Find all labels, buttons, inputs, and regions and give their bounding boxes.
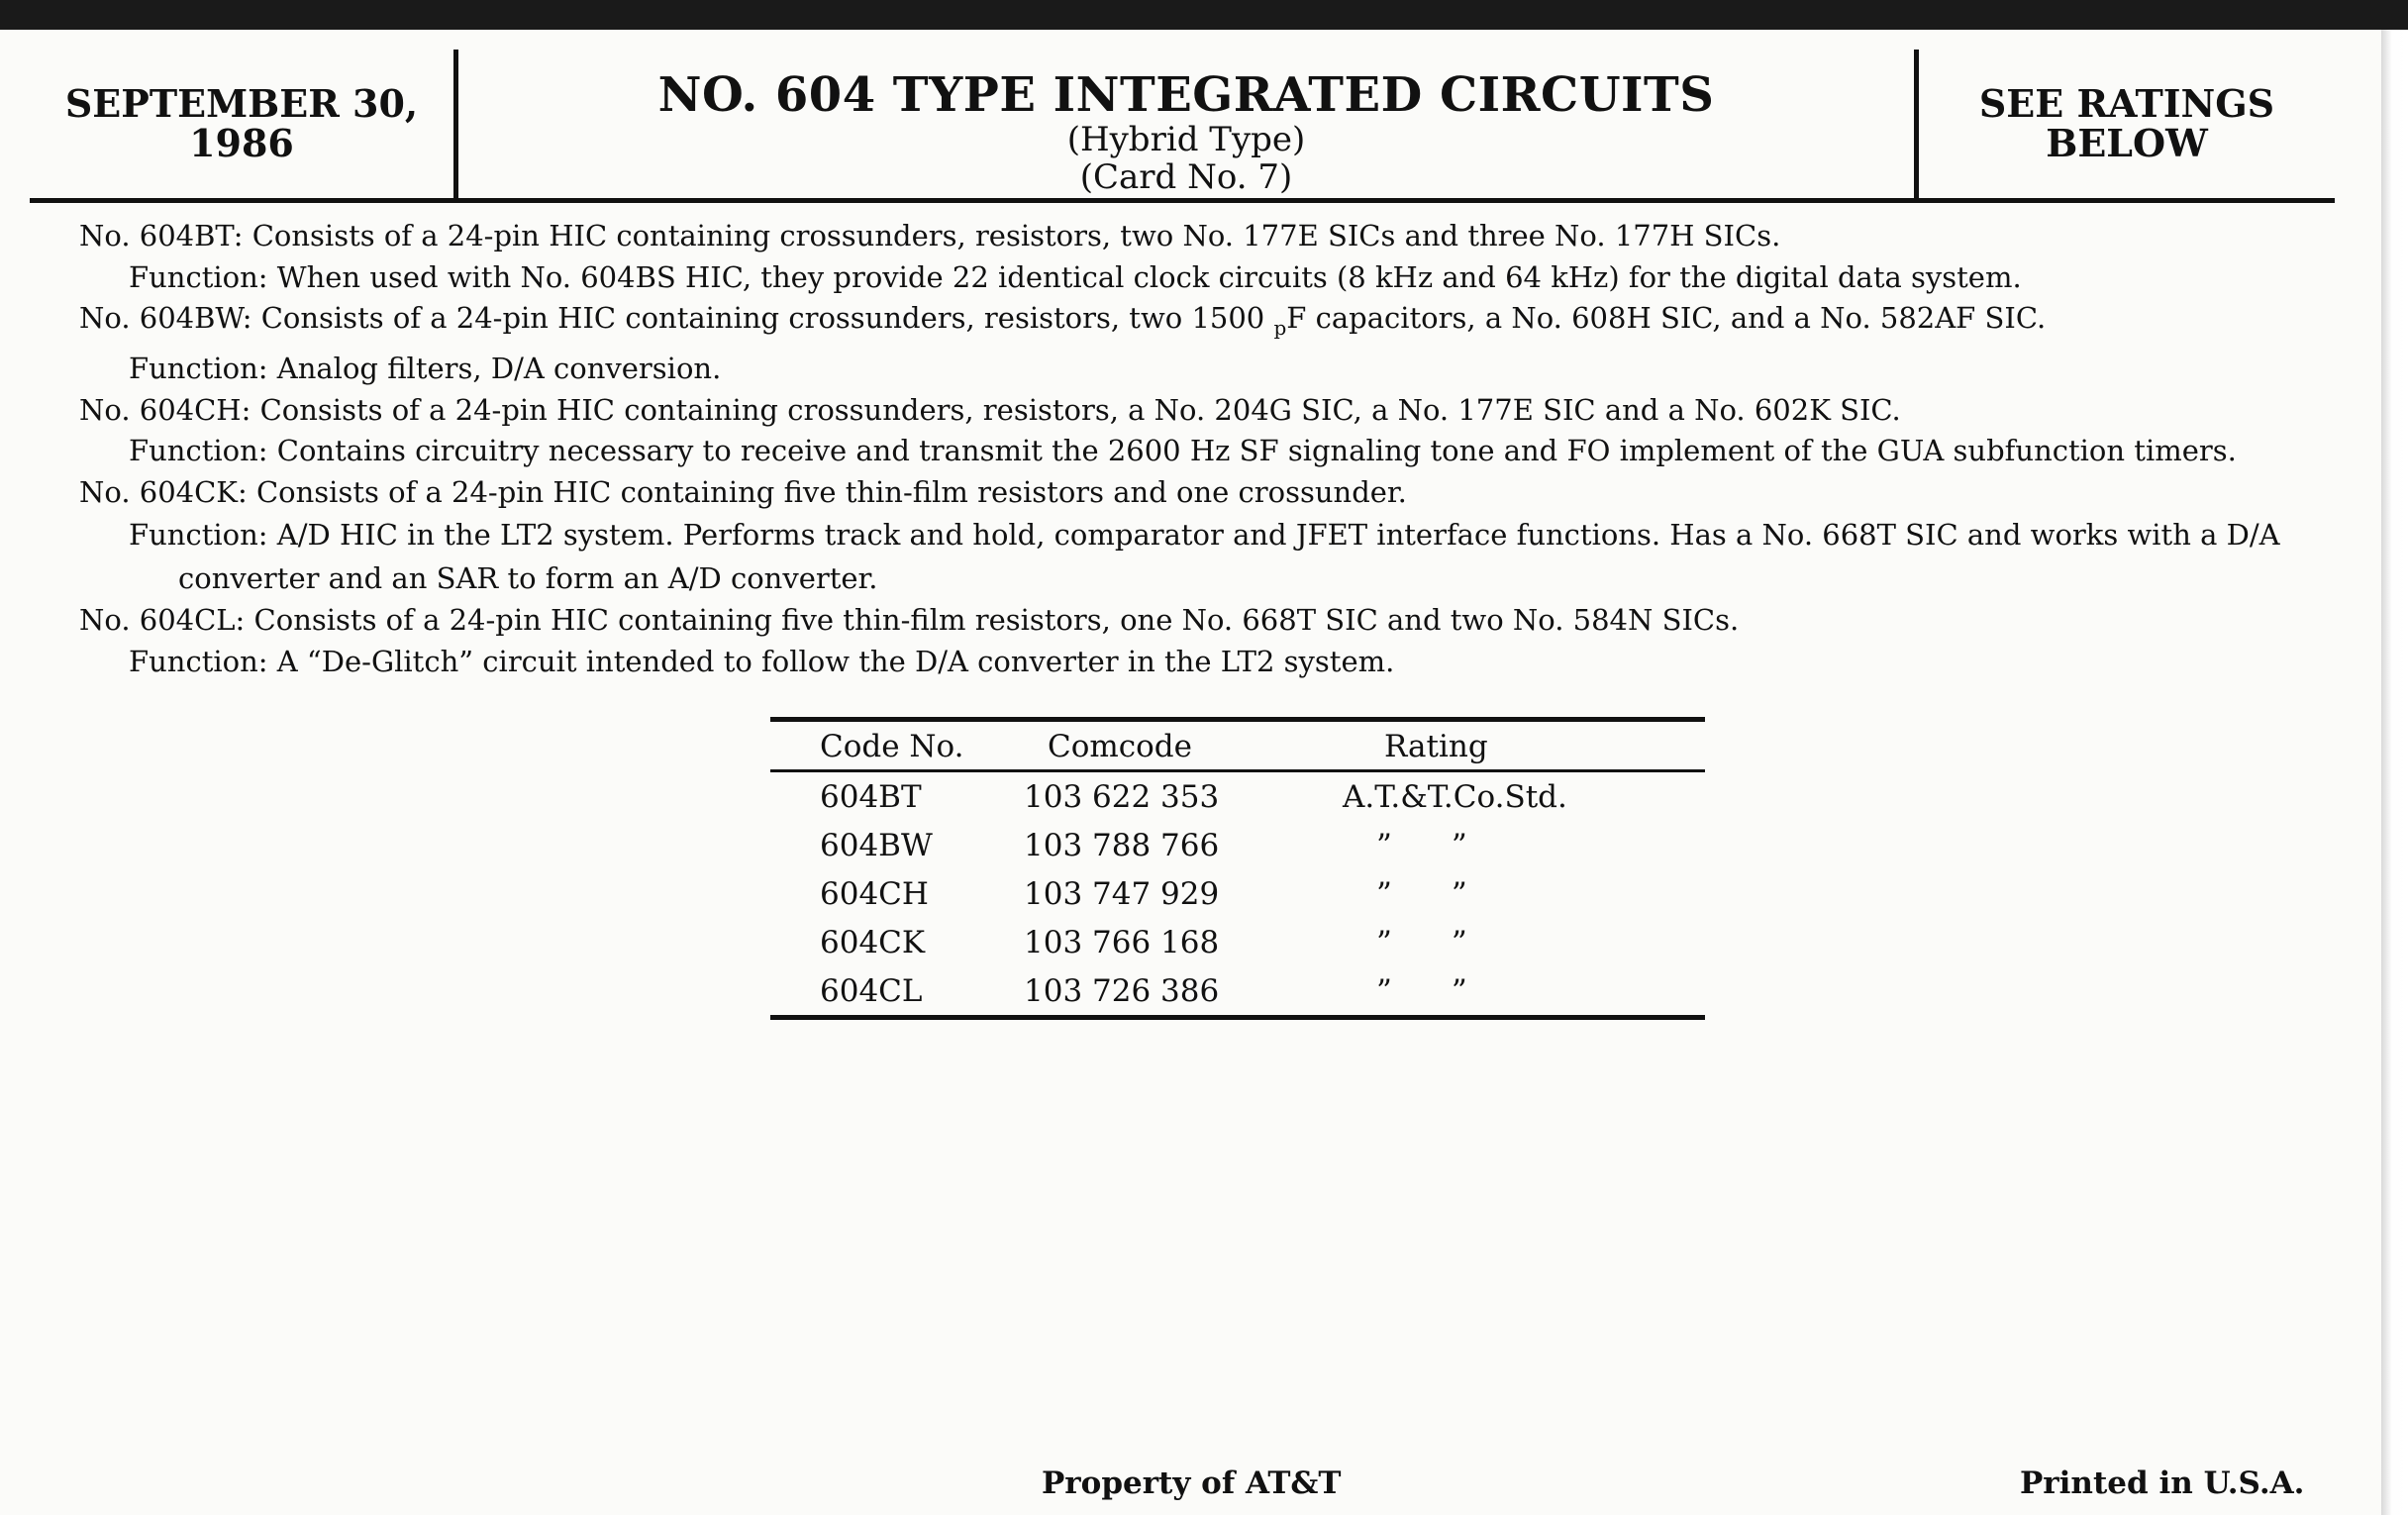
header-rating: Rating: [1384, 729, 1488, 764]
table-top-rule: [770, 717, 1705, 722]
rating-cell: ””: [1376, 827, 1527, 863]
table-row: [770, 772, 1705, 821]
rating-cell: ””: [1376, 924, 1527, 960]
descriptions: [79, 216, 2337, 682]
comcode-cell: 103 622 353: [1024, 778, 1220, 815]
code-cell: 604CK: [820, 924, 926, 960]
code-cell: 604CH: [820, 875, 929, 912]
entry-604bw-function: Function: Analog filters, D/A conversion.: [129, 352, 722, 386]
entry-604bt-function: Function: When used with No. 604BS HIC, they provide 22 identical clock circuits (8 kHz and 64 kHz) for the digital data system.: [129, 259, 2022, 294]
entry-604ck-function: Function: A/D HIC in the LT2 system. Performs track and hold, comparator and JFET interface functions. Has a No. 668T SIC and works with a D/A converter and an SAR to form an A/D converter.: [129, 518, 2280, 596]
date-line-1: SEPTEMBER 30,: [64, 81, 419, 126]
table-bottom-rule: [770, 1015, 1705, 1020]
entry-604bw-desc-sub: p: [1273, 315, 1287, 340]
subtitle-card: (Card No. 7): [1079, 157, 1293, 197]
header-comcode: Comcode: [1048, 729, 1192, 764]
comcode-cell: 103 788 766: [1024, 827, 1220, 863]
code-cell: 604CL: [820, 972, 923, 1009]
property-note: Property of AT&T: [1042, 1465, 1342, 1501]
date-block: [30, 50, 458, 198]
spec-card: [0, 30, 2381, 1515]
entry-604bt-desc: No. 604BT: Consists of a 24-pin HIC containing crossunders, resistors, two No. 177E SICs and three No. 177H SICs.: [79, 219, 1781, 252]
entry-604cl-desc: No. 604CL: Consists of a 24-pin HIC containing five thin-film resistors, one No. 668T SIC and two No. 584N SICs.: [79, 603, 1740, 638]
table-row: [770, 966, 1705, 1015]
entry-604ck-desc: No. 604CK: Consists of a 24-pin HIC containing five thin-film resistors and one crossunder.: [79, 474, 1407, 509]
printed-note: Printed in U.S.A.: [2020, 1465, 2305, 1501]
entry-604ch-desc: No. 604CH: Consists of a 24-pin HIC containing crossunders, resistors, a No. 204G SIC, a No. 177E SIC and a No. 602K SIC.: [79, 392, 1901, 427]
comcode-cell: 103 766 168: [1024, 924, 1220, 960]
code-cell: 604BW: [820, 827, 933, 863]
comcode-cell: 103 726 386: [1024, 972, 1220, 1009]
rating-cell: ””: [1376, 875, 1527, 912]
entry-604bw-desc-post: F capacitors, a No. 608H SIC, and a No. 582AF SIC.: [1286, 301, 2047, 335]
entry-604cl-function: Function: A “De-Glitch” circuit intended to follow the D/A converter in the LT2 system.: [129, 644, 1395, 678]
subtitle-hybrid: (Hybrid Type): [1066, 120, 1306, 159]
header-code: Code No.: [820, 729, 964, 764]
date-line-2: 1986: [189, 121, 294, 165]
card-edge-shadow: [2381, 30, 2408, 1515]
entry-604ch-function: Function: Contains circuitry necessary to receive and transmit the 2600 Hz SF signaling tone and FO implement of the GUA subfunction timers.: [129, 434, 2237, 468]
comcode-cell: 103 747 929: [1024, 875, 1220, 912]
code-cell: 604BT: [820, 778, 922, 815]
title-block: [458, 50, 1919, 198]
page-title: NO. 604 TYPE INTEGRATED CIRCUITS: [657, 67, 1715, 123]
ratings-block: [1919, 50, 2335, 198]
rating-cell: ””: [1376, 972, 1527, 1009]
table-row: [770, 821, 1705, 869]
ratings-line-2: BELOW: [2046, 121, 2208, 165]
ratings-line-1: SEE RATINGS: [1978, 81, 2275, 126]
table-header-row: [770, 724, 1705, 769]
entry-604bw-desc-pre: No. 604BW: Consists of a 24-pin HIC containing crossunders, resistors, two 1500: [79, 301, 1274, 335]
rating-cell: A.T.&T.Co.Std.: [1343, 778, 1567, 815]
ratings-table: [770, 717, 1705, 1020]
table-row: [770, 869, 1705, 918]
table-row: [770, 918, 1705, 966]
card-header: [30, 50, 2335, 203]
entry-604bw-desc: [79, 298, 2337, 349]
